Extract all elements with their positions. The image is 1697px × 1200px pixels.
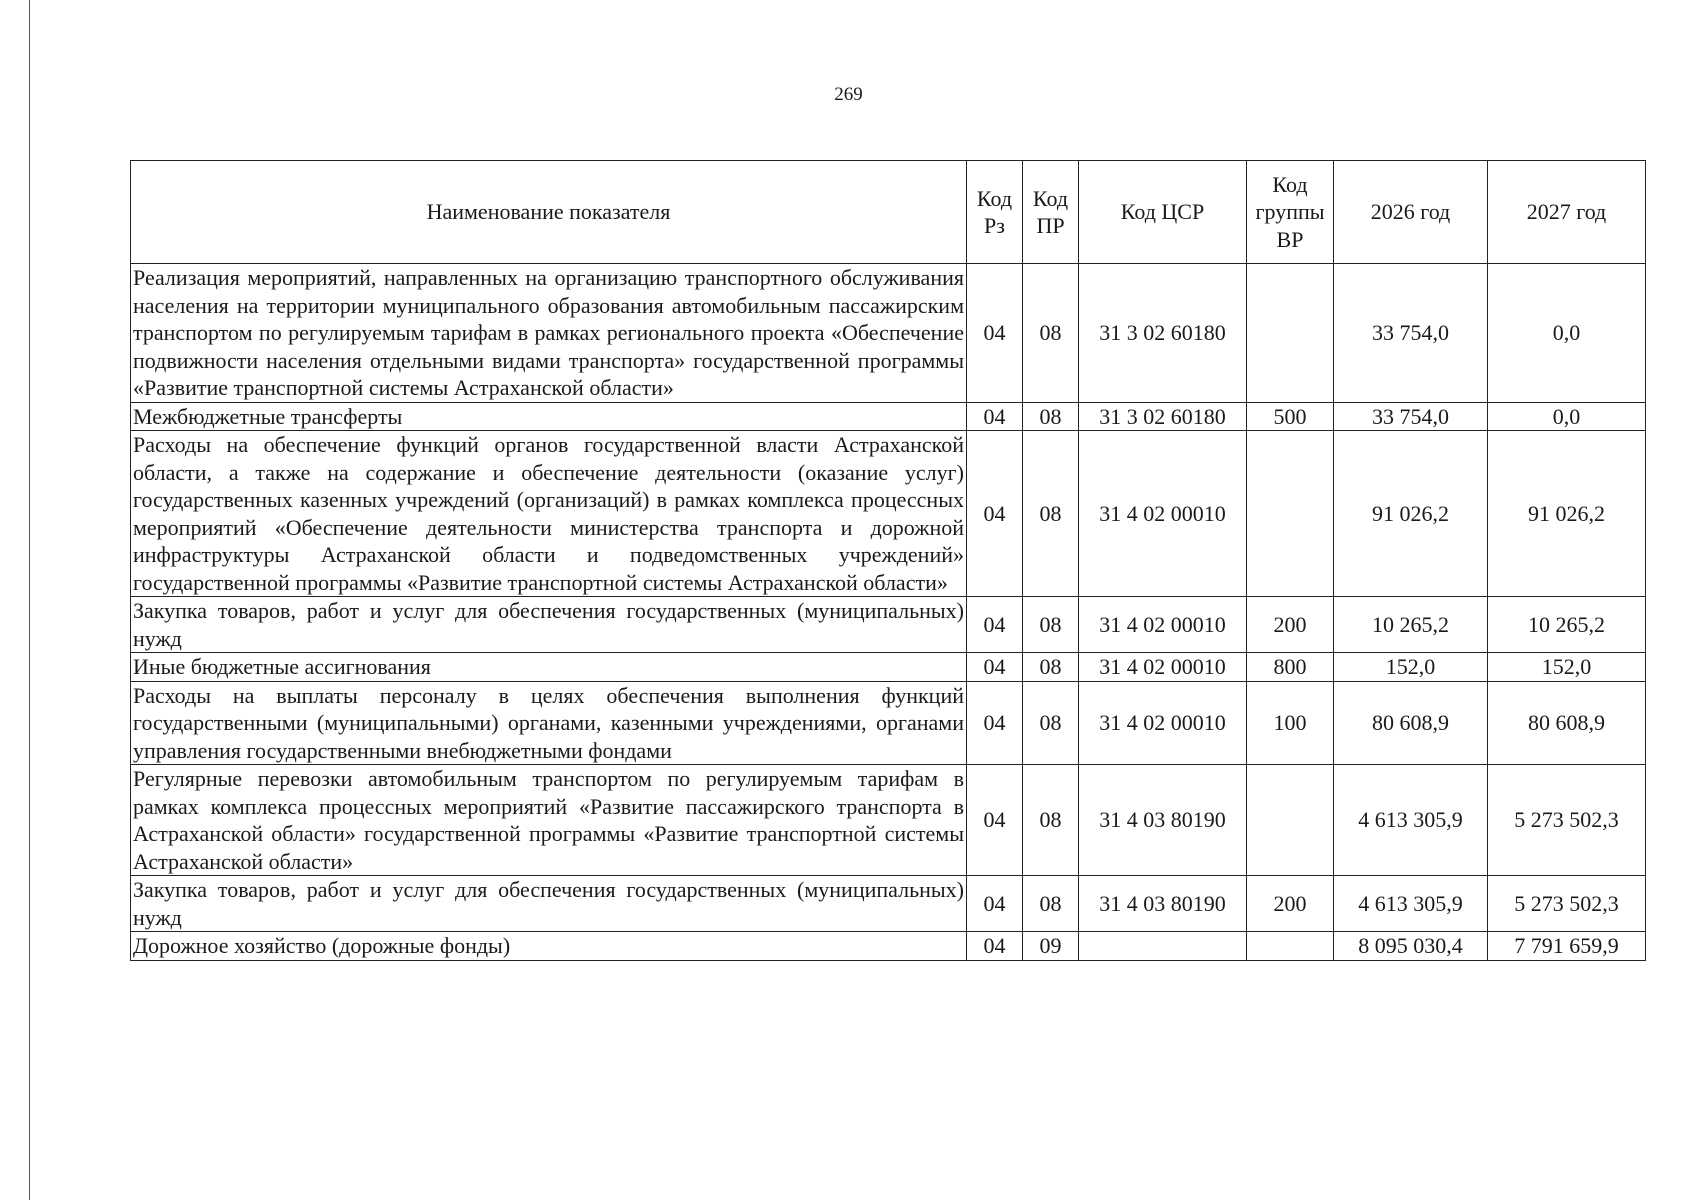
row-2027: 80 608,9	[1488, 681, 1646, 765]
row-2027: 5 273 502,3	[1488, 765, 1646, 876]
row-2026: 80 608,9	[1334, 681, 1488, 765]
row-pr: 08	[1023, 264, 1079, 403]
row-vr	[1247, 264, 1334, 403]
header-vr: Код группы ВР	[1247, 161, 1334, 264]
row-rz: 04	[967, 876, 1023, 932]
row-2026: 91 026,2	[1334, 431, 1488, 597]
table-row	[131, 765, 1646, 876]
table-row	[131, 653, 1646, 682]
row-2026: 10 265,2	[1334, 597, 1488, 653]
row-pr: 08	[1023, 653, 1079, 682]
row-2027: 91 026,2	[1488, 431, 1646, 597]
row-rz: 04	[967, 402, 1023, 431]
row-csr: 31 4 03 80190	[1079, 876, 1247, 932]
page-number: 269	[834, 84, 863, 105]
row-rz: 04	[967, 264, 1023, 403]
row-name: Межбюджетные трансферты	[131, 402, 967, 431]
row-pr: 08	[1023, 765, 1079, 876]
row-2026: 4 613 305,9	[1334, 876, 1488, 932]
header-rz: Код Рз	[967, 161, 1023, 264]
header-name: Наименование показателя	[131, 161, 967, 264]
row-name: Закупка товаров, работ и услуг для обеспечения государственных (муниципальных) нужд	[131, 876, 967, 932]
row-2027: 152,0	[1488, 653, 1646, 682]
row-csr: 31 4 03 80190	[1079, 765, 1247, 876]
table-row	[131, 597, 1646, 653]
row-csr: 31 4 02 00010	[1079, 681, 1247, 765]
table-row	[131, 264, 1646, 403]
row-2027: 7 791 659,9	[1488, 932, 1646, 961]
row-pr: 08	[1023, 876, 1079, 932]
row-name: Закупка товаров, работ и услуг для обеспечения государственных (муниципальных) нужд	[131, 597, 967, 653]
header-pr: Код ПР	[1023, 161, 1079, 264]
row-pr: 08	[1023, 431, 1079, 597]
row-csr: 31 3 02 60180	[1079, 264, 1247, 403]
row-vr: 200	[1247, 876, 1334, 932]
row-csr: 31 4 02 00010	[1079, 431, 1247, 597]
scan-edge-line	[29, 0, 30, 1200]
table-row	[131, 681, 1646, 765]
row-name: Дорожное хозяйство (дорожные фонды)	[131, 932, 967, 961]
row-2026: 33 754,0	[1334, 264, 1488, 403]
row-csr: 31 4 02 00010	[1079, 653, 1247, 682]
row-name: Расходы на выплаты персоналу в целях обеспечения выполнения функций государственными (муниципальными) органами, казенными учреждениями, органами управления государственными внебюджетными фондами	[131, 681, 967, 765]
header-2027: 2027 год	[1488, 161, 1646, 264]
budget-table	[130, 160, 1646, 961]
header-csr: Код ЦСР	[1079, 161, 1247, 264]
row-pr: 09	[1023, 932, 1079, 961]
header-row	[131, 161, 1646, 264]
table-body	[131, 264, 1646, 961]
row-pr: 08	[1023, 402, 1079, 431]
header-2026: 2026 год	[1334, 161, 1488, 264]
table-row	[131, 402, 1646, 431]
row-rz: 04	[967, 681, 1023, 765]
row-2026: 4 613 305,9	[1334, 765, 1488, 876]
row-csr	[1079, 932, 1247, 961]
row-vr: 100	[1247, 681, 1334, 765]
row-vr: 200	[1247, 597, 1334, 653]
row-2027: 0,0	[1488, 264, 1646, 403]
row-rz: 04	[967, 431, 1023, 597]
row-pr: 08	[1023, 597, 1079, 653]
row-vr: 800	[1247, 653, 1334, 682]
row-vr	[1247, 765, 1334, 876]
row-rz: 04	[967, 765, 1023, 876]
row-vr	[1247, 431, 1334, 597]
row-name: Регулярные перевозки автомобильным транспортом по регулируемым тарифам в рамках комплекса процессных мероприятий «Развитие пассажирского транспорта в Астраханской области» государственной программы «Развитие транспортной системы Астраханской области»	[131, 765, 967, 876]
table-header	[131, 161, 1646, 264]
row-name: Реализация мероприятий, направленных на организацию транспортного обслуживания населения на территории муниципального образования автомобильным пассажирским транспортом по регулируемым тарифам в рамках регионального проекта «Обеспечение подвижности населения отдельными видами транспорта» государственной программы «Развитие транспортной системы Астраханской области»	[131, 264, 967, 403]
table-row	[131, 431, 1646, 597]
table-row	[131, 932, 1646, 961]
row-name: Иные бюджетные ассигнования	[131, 653, 967, 682]
row-2026: 152,0	[1334, 653, 1488, 682]
row-rz: 04	[967, 653, 1023, 682]
row-2027: 0,0	[1488, 402, 1646, 431]
row-2026: 33 754,0	[1334, 402, 1488, 431]
row-vr	[1247, 932, 1334, 961]
row-2027: 5 273 502,3	[1488, 876, 1646, 932]
row-rz: 04	[967, 932, 1023, 961]
row-csr: 31 3 02 60180	[1079, 402, 1247, 431]
row-name: Расходы на обеспечение функций органов государственной власти Астраханской области, а также на содержание и обеспечение деятельности (оказание услуг) государственных казенных учреждений (организаций) в рамках комплекса процессных мероприятий «Обеспечение деятельности министерства транспорта и дорожной инфраструктуры Астраханской области и подведомственных учреждений» государственной программы «Развитие транспортной системы Астраханской области»	[131, 431, 967, 597]
row-vr: 500	[1247, 402, 1334, 431]
row-2027: 10 265,2	[1488, 597, 1646, 653]
row-2026: 8 095 030,4	[1334, 932, 1488, 961]
row-rz: 04	[967, 597, 1023, 653]
row-csr: 31 4 02 00010	[1079, 597, 1247, 653]
row-pr: 08	[1023, 681, 1079, 765]
table-row	[131, 876, 1646, 932]
